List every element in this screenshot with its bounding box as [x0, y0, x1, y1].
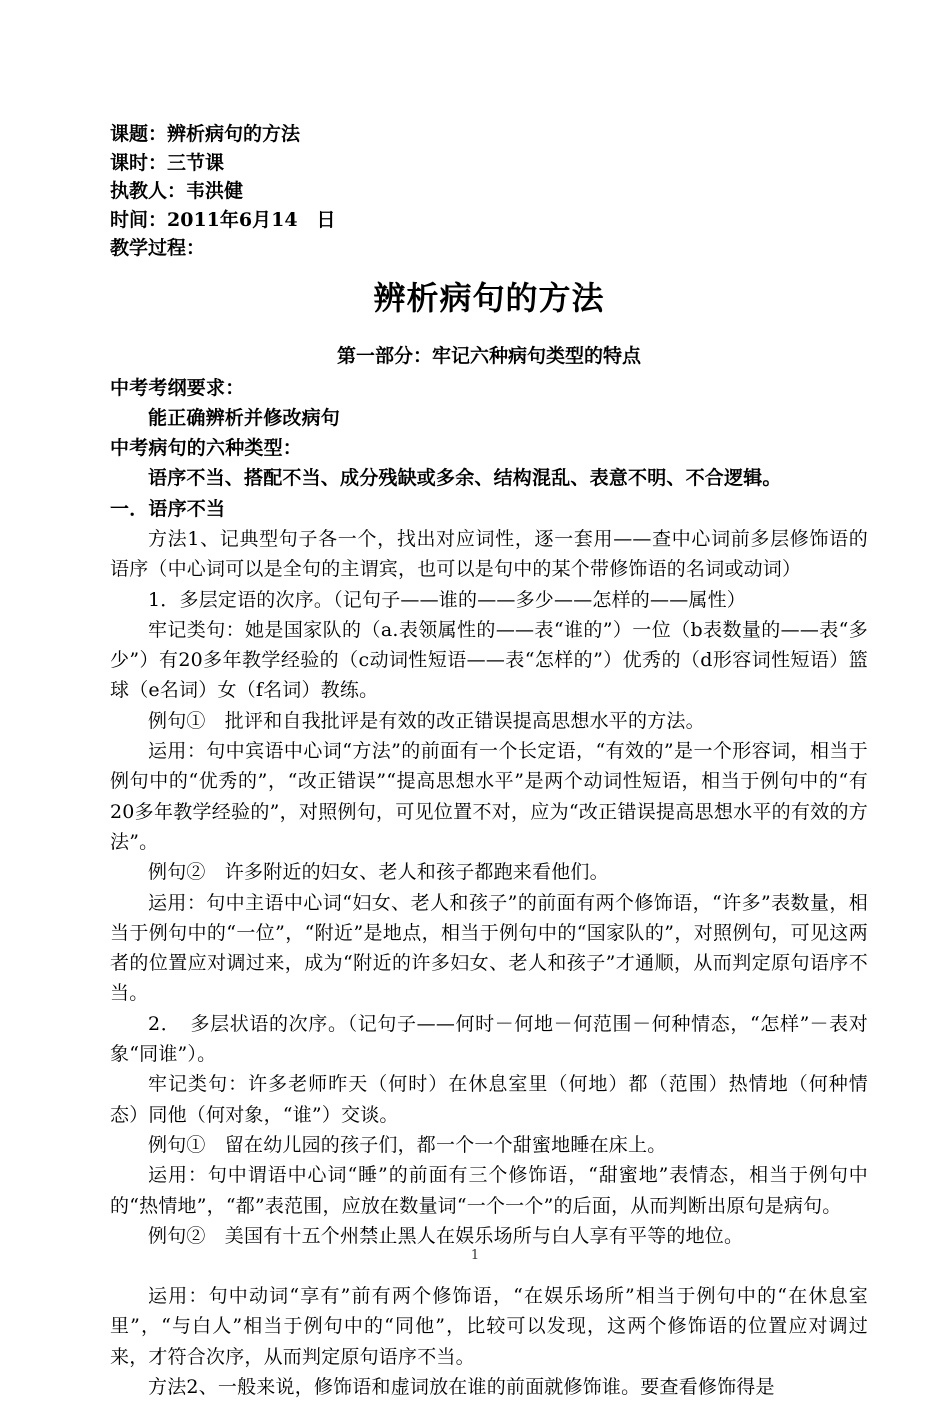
- paragraph: 语序不当、搭配不当、成分残缺或多余、结构混乱、表意不明、不合逻辑。: [148, 467, 782, 490]
- lesson-topic: 课题：辨析病句的方法: [110, 123, 301, 145]
- paragraph: 能正确辨析并修改病句: [148, 406, 341, 429]
- lesson-process-label: 教学过程：: [110, 237, 206, 259]
- paragraph: 牢记类句：许多老师昨天（何时）在休息室里（何地）都（范围）热情地（何种情态）同他（何对象，“谁”）交谈。: [110, 1073, 868, 1126]
- page-number: 1: [470, 1248, 480, 1263]
- paragraph: 牢记类句：她是国家队的（a.表领属性的——表“谁的”）一位（b表数量的——表“多少”）有20多年教学经验的（c动词性短语——表“怎样的”）优秀的（d形容词性短语）篮球（e名词）女（f名词）教练。: [110, 618, 868, 702]
- paragraph: 中考考纲要求：: [110, 376, 245, 399]
- section-title: 第一部分：牢记六种病句类型的特点: [336, 344, 641, 367]
- lesson-date: 时间：2011年6月14 日: [110, 208, 336, 231]
- paragraph: 一．语序不当: [110, 497, 226, 520]
- paragraph: 方法1、记典型句子各一个，找出对应词性，逐一套用——查中心词前多层修饰语的语序（中心词可以是全句的主谓宾，也可以是句中的某个带修饰语的名词或动词）: [110, 527, 868, 581]
- lesson-periods: 课时：三节课: [110, 151, 225, 174]
- paragraph: 例句② 许多附近的妇女、老人和孩子都跑来看他们。: [148, 861, 609, 884]
- paragraph: 运用：句中主语中心词“妇女、老人和孩子”的前面有两个修饰语，“许多”表数量，相当于例句中的“一位”，“附近”是地点，相当于例句中的“国家队的”，对照例句，可见这两者的位置应对调过来，成为“附近的许多妇女、老人和孩子”才通顺，从而判定原句语序不当。: [110, 891, 868, 1005]
- paragraph: 例句② 美国有十五个州禁止黑人在娱乐场所与白人享有平等的地位。: [148, 1224, 744, 1247]
- paragraph: 例句① 批评和自我批评是有效的改正错误提高思想水平的方法。: [148, 709, 705, 732]
- paragraph: 运用：句中动词“享有”前有两个修饰语，“在娱乐场所”相当于例句中的“在休息室里”，“与白人”相当于例句中的“同他”，比较可以发现，这两个修饰语的位置应对调过来，才符合次序，从而判定原句语序不当。: [110, 1285, 868, 1368]
- document-title: 辨析病句的方法: [373, 278, 605, 317]
- paragraph: 1．多层定语的次序。（记句子——谁的——多少——怎样的——属性）: [148, 588, 746, 611]
- paragraph: 方法2、一般来说，修饰语和虚词放在谁的前面就修饰谁。要查看修饰得是: [148, 1376, 775, 1398]
- paragraph: 中考病句的六种类型：: [110, 437, 303, 460]
- paragraph: 例句① 留在幼儿园的孩子们，都一个一个甜蜜地睡在床上。: [148, 1133, 667, 1156]
- paragraph: 运用：句中宾语中心词“方法”的前面有一个长定语，“有效的”是一个形容词，相当于例句中的“优秀的”，“改正错误”“提高思想水平”是两个动词性短语，相当于例句中的“有20多年教学经验的”，对照例句，可见位置不对，应为“改正错误提高思想水平的有效的方法”。: [110, 740, 868, 853]
- paragraph: 2． 多层状语的次序。（记句子——何时－何地－何范围－何种情态，“怎样”－表对象“同谁”）。: [110, 1012, 868, 1066]
- paragraph: 运用：句中谓语中心词“睡”的前面有三个修饰语，“甜蜜地”表情态，相当于例句中的“热情地”，“都”表范围，应放在数量词“一个一个”的后面，从而判断出原句是病句。: [110, 1164, 868, 1217]
- lesson-teacher: 执教人：韦洪健: [110, 180, 244, 202]
